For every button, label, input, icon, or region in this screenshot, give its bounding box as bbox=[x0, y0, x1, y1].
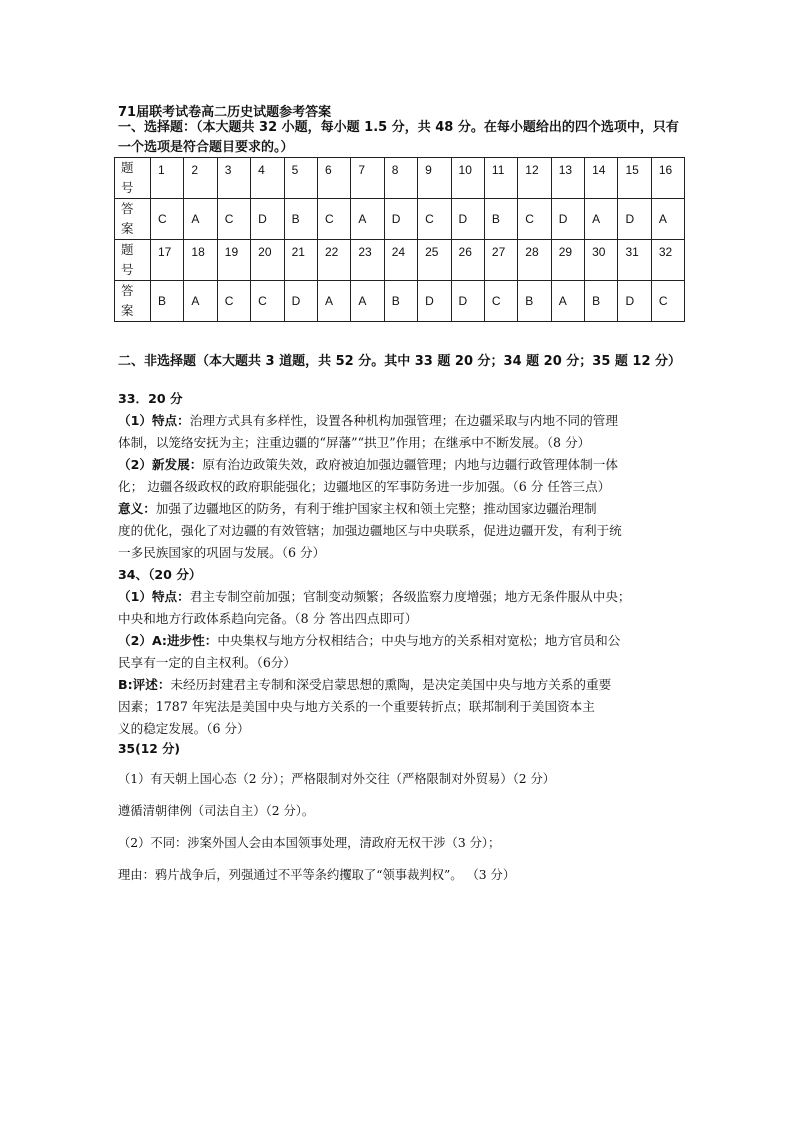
question-number-cell: 14 bbox=[585, 158, 618, 199]
q35-line2: 遵循清朝律例（司法自主）（2 分）。 bbox=[118, 804, 315, 818]
answer-cell: C bbox=[217, 281, 250, 322]
answer-row bbox=[115, 281, 685, 322]
section1-heading: 一、选择题：（本大题共 32 小题，每小题 1.5 分，共 48 分。在每小题给出的四个选项中，只有一个选项是符合题目要求的。） bbox=[118, 120, 679, 155]
question-number-cell: 8 bbox=[384, 158, 417, 199]
answer-cell: C bbox=[317, 199, 350, 240]
question-number-cell: 28 bbox=[518, 240, 551, 281]
question-35 bbox=[118, 738, 678, 896]
question-number-cell: 1 bbox=[151, 158, 184, 199]
answer-cell: A bbox=[585, 199, 618, 240]
answer-cell: D bbox=[618, 281, 651, 322]
answer-cell: B bbox=[585, 281, 618, 322]
question-number-cell: 15 bbox=[618, 158, 651, 199]
answer-cell: D bbox=[284, 281, 317, 322]
q33-part1: （1）特点：治理方式具有多样性，设置各种机构加强管理；在边疆采取与内地不同的管理 bbox=[118, 413, 618, 428]
page-title: 71届联考试卷高二历史试题参考答案 bbox=[118, 105, 332, 120]
row-label: 题 号 bbox=[115, 158, 151, 199]
q35-line1: （1）有天朝上国心态（2 分）；严格限制对外交往（严格限制对外贸易）（2 分） bbox=[118, 772, 556, 786]
answer-cell: C bbox=[151, 199, 184, 240]
q33-part3: 意义：加强了边疆地区的防务，有利于维护国家主权和领土完整；推动国家边疆治理制 bbox=[118, 501, 597, 516]
q34-part2-cont: 民享有一定的自主权利。（6分） bbox=[118, 655, 297, 670]
answer-cell: A bbox=[351, 199, 384, 240]
question-number-cell: 3 bbox=[217, 158, 250, 199]
question-number-row bbox=[115, 158, 685, 199]
answer-cell: B bbox=[151, 281, 184, 322]
q33-part2-cont: 化； 边疆各级政权的政府职能强化；边疆地区的军事防务进一步加强。（6 分 任答三点） bbox=[118, 479, 611, 494]
question-number-cell: 19 bbox=[217, 240, 250, 281]
answer-cell: A bbox=[184, 281, 217, 322]
answer-cell: C bbox=[518, 199, 551, 240]
question-number-cell: 10 bbox=[451, 158, 484, 199]
q35-header: 35(12 分) bbox=[118, 742, 181, 756]
question-number-row bbox=[115, 240, 685, 281]
answer-cell: A bbox=[551, 281, 584, 322]
question-number-cell: 21 bbox=[284, 240, 317, 281]
answer-cell: B bbox=[518, 281, 551, 322]
q34-part3-cont: 因素；1787 年宪法是美国中央与地方关系的一个重要转折点；联邦制利于美国资本主 bbox=[118, 699, 595, 714]
question-number-cell: 6 bbox=[317, 158, 350, 199]
answer-cell: C bbox=[651, 281, 684, 322]
answer-row bbox=[115, 199, 685, 240]
answer-cell: B bbox=[384, 281, 417, 322]
answer-table bbox=[114, 157, 685, 322]
answer-cell: C bbox=[418, 199, 451, 240]
answer-cell: D bbox=[251, 199, 284, 240]
question-number-cell: 32 bbox=[651, 240, 684, 281]
question-33 bbox=[118, 388, 678, 564]
answer-cell: C bbox=[251, 281, 284, 322]
answer-cell: D bbox=[618, 199, 651, 240]
row-label: 答 案 bbox=[115, 281, 151, 322]
answer-cell: D bbox=[418, 281, 451, 322]
q34-part1-cont: 中央和地方行政体系趋向完备。（8 分 答出四点即可） bbox=[118, 611, 418, 626]
question-number-cell: 2 bbox=[184, 158, 217, 199]
question-number-cell: 29 bbox=[551, 240, 584, 281]
question-number-cell: 26 bbox=[451, 240, 484, 281]
q33-part2: （2）新发展：原有治边政策失效，政府被迫加强边疆管理；内地与边疆行政管理体制一体 bbox=[118, 457, 618, 472]
q34-part3-cont2: 义的稳定发展。（6 分） bbox=[118, 721, 250, 736]
q33-part1-cont: 体制，以笼络安抚为主；注重边疆的“屏藩”“拱卫”作用；在继承中不断发展。（8 分） bbox=[118, 435, 591, 450]
question-number-cell: 11 bbox=[484, 158, 517, 199]
q35-line4: 理由：鸦片战争后，列强通过不平等条约攫取了“领事裁判权”。 （3 分） bbox=[118, 868, 516, 882]
question-number-cell: 24 bbox=[384, 240, 417, 281]
question-number-cell: 18 bbox=[184, 240, 217, 281]
q33-header: 33．20 分 bbox=[118, 391, 183, 406]
answer-cell: D bbox=[451, 199, 484, 240]
answer-cell: C bbox=[484, 281, 517, 322]
question-number-cell: 9 bbox=[418, 158, 451, 199]
question-34 bbox=[118, 564, 678, 740]
answer-cell: B bbox=[484, 199, 517, 240]
question-number-cell: 31 bbox=[618, 240, 651, 281]
question-number-cell: 25 bbox=[418, 240, 451, 281]
q34-header: 34、（20 分） bbox=[118, 567, 202, 582]
q33-part3-cont2: 一多民族国家的巩固与发展。（6 分） bbox=[118, 545, 326, 560]
q33-part3-cont: 度的优化，强化了对边疆的有效管辖；加强边疆地区与中央联系，促进边疆开发，有利于统 bbox=[118, 523, 622, 538]
answer-cell: D bbox=[384, 199, 417, 240]
question-number-cell: 30 bbox=[585, 240, 618, 281]
question-number-cell: 7 bbox=[351, 158, 384, 199]
answer-cell: D bbox=[451, 281, 484, 322]
answer-cell: A bbox=[651, 199, 684, 240]
question-number-cell: 20 bbox=[251, 240, 284, 281]
q35-line3: （2）不同：涉案外国人会由本国领事处理，清政府无权干涉（3 分）； bbox=[118, 836, 501, 850]
q34-part2: （2）A:进步性：中央集权与地方分权相结合；中央与地方的关系相对宽松；地方官员和公 bbox=[118, 633, 621, 648]
answer-cell: A bbox=[184, 199, 217, 240]
question-number-cell: 12 bbox=[518, 158, 551, 199]
question-number-cell: 13 bbox=[551, 158, 584, 199]
answer-cell: A bbox=[351, 281, 384, 322]
row-label: 答 案 bbox=[115, 199, 151, 240]
question-number-cell: 4 bbox=[251, 158, 284, 199]
answer-cell: D bbox=[551, 199, 584, 240]
answer-cell: A bbox=[317, 281, 350, 322]
question-number-cell: 5 bbox=[284, 158, 317, 199]
question-number-cell: 23 bbox=[351, 240, 384, 281]
answer-cell: C bbox=[217, 199, 250, 240]
section2-heading: 二、非选择题（本大题共 3 道题，共 52 分。其中 33 题 20 分；34 题 20 分；35 题 12 分） bbox=[118, 354, 682, 369]
row-label: 题 号 bbox=[115, 240, 151, 281]
answer-cell: B bbox=[284, 199, 317, 240]
question-number-cell: 16 bbox=[651, 158, 684, 199]
question-number-cell: 27 bbox=[484, 240, 517, 281]
q34-part1: （1）特点：君主专制空前加强；官制变动频繁；各级监察力度增强；地方无条件服从中央； bbox=[118, 589, 631, 604]
question-number-cell: 22 bbox=[317, 240, 350, 281]
question-number-cell: 17 bbox=[151, 240, 184, 281]
q34-part3: B:评述：未经历封建君主专制和深受启蒙思想的熏陶，是决定美国中央与地方关系的重要 bbox=[118, 677, 612, 692]
